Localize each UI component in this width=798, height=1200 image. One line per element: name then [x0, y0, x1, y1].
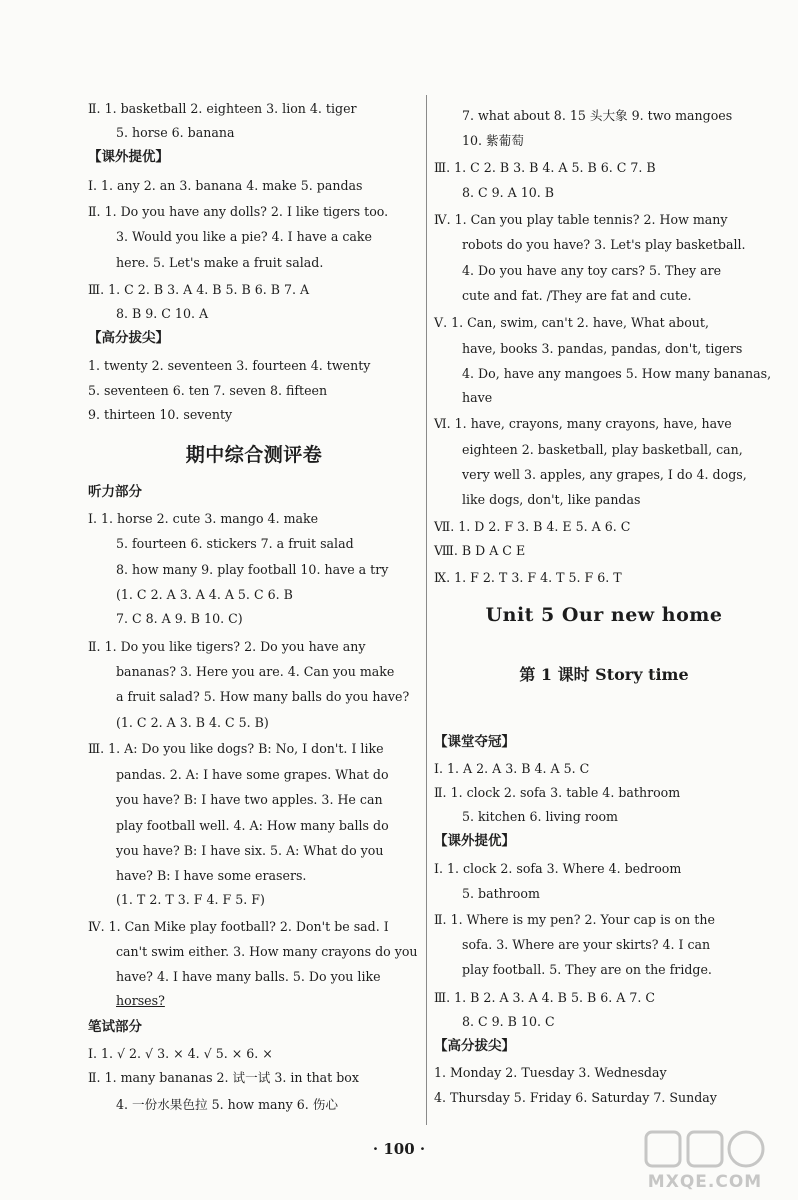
- answer-line: can't swim either. 3. How many crayons do you: [116, 944, 418, 959]
- answer-line: (1. C 2. A 3. A 4. A 5. C 6. B: [116, 587, 293, 602]
- answer-line: Ⅱ. 1. Where is my pen? 2. Your cap is on the: [434, 912, 715, 927]
- answer-line: Ⅷ. B D A C E: [434, 543, 526, 558]
- answer-line: (1. C 2. A 3. B 4. C 5. B): [116, 715, 269, 730]
- answer-line: 8. B 9. C 10. A: [116, 306, 209, 321]
- answer-line: 5. seventeen 6. ten 7. seven 8. fifteen: [88, 383, 328, 398]
- answer-line: eighteen 2. basketball, play basketball, can,: [462, 442, 743, 457]
- answer-line: a fruit salad? 5. How many balls do you have?: [116, 689, 410, 704]
- answer-line: here. 5. Let's make a fruit salad.: [116, 255, 324, 270]
- answer-line: 4. Do you have any toy cars? 5. They are: [462, 263, 722, 278]
- answer-line: Ⅱ. 1. clock 2. sofa 3. table 4. bathroom: [434, 785, 681, 800]
- answer-line: 1. twenty 2. seventeen 3. fourteen 4. twenty: [88, 358, 371, 373]
- answer-line: 7. what about 8. 15 头大象 9. two mangoes: [462, 108, 733, 123]
- answer-line: Ⅶ. 1. D 2. F 3. B 4. E 5. A 6. C: [434, 519, 631, 534]
- answer-line: 4. Thursday 5. Friday 6. Saturday 7. Sunday: [434, 1090, 717, 1105]
- answer-line: Ⅲ. 1. C 2. B 3. A 4. B 5. B 6. B 7. A: [88, 282, 310, 297]
- answer-line: 7. C 8. A 9. B 10. C): [116, 611, 243, 626]
- answer-line: Ⅱ. 1. many bananas 2. 试一试 3. in that box: [88, 1070, 359, 1085]
- answer-line: sofa. 3. Where are your skirts? 4. I can: [462, 937, 711, 952]
- answer-line: 10. 紫葡萄: [462, 133, 524, 148]
- section-label: 【课外提优】: [434, 833, 515, 849]
- answer-line: 5. bathroom: [462, 886, 540, 901]
- answer-line: 1. Monday 2. Tuesday 3. Wednesday: [434, 1065, 667, 1080]
- watermark-logo-icon: [640, 1126, 770, 1172]
- answer-line: pandas. 2. A: I have some grapes. What do: [116, 767, 389, 782]
- answer-line: Ⅱ. 1. basketball 2. eighteen 3. lion 4. tiger: [88, 101, 357, 116]
- watermark-text: MXQE.COM: [647, 1172, 763, 1192]
- answer-line: 8. C 9. A 10. B: [462, 185, 555, 200]
- answer-line: have, books 3. pandas, pandas, don't, tigers: [462, 341, 743, 356]
- answer-line: Ⅳ. 1. Can you play table tennis? 2. How many: [434, 212, 728, 227]
- answer-line: 4. Do, have any mangoes 5. How many bananas,: [462, 366, 772, 381]
- answer-line: Ⅱ. 1. Do you like tigers? 2. Do you have any: [88, 639, 366, 654]
- answer-line: have? B: I have some erasers.: [116, 868, 307, 883]
- section-label: 听力部分: [88, 484, 142, 500]
- answer-line: 8. how many 9. play football 10. have a try: [116, 562, 389, 577]
- answer-line: Ⅳ. 1. Can Mike play football? 2. Don't be sad. I: [88, 919, 389, 934]
- answer-line: 4. 一份水果色拉 5. how many 6. 伤心: [116, 1097, 338, 1112]
- answer-line: Ⅵ. 1. have, crayons, many crayons, have, have: [434, 416, 732, 431]
- answer-line: Ⅰ. 1. √ 2. √ 3. × 4. √ 5. × 6. ×: [88, 1046, 273, 1061]
- answer-line: play football well. 4. A: How many balls do: [116, 818, 389, 833]
- answer-line: play football. 5. They are on the fridge.: [462, 962, 712, 977]
- answer-line: Ⅲ. 1. A: Do you like dogs? B: No, I don't. I like: [88, 741, 384, 756]
- answer-line: like dogs, don't, like pandas: [462, 492, 641, 507]
- answer-line: 5. horse 6. banana: [116, 125, 235, 140]
- answer-line: Ⅴ. 1. Can, swim, can't 2. have, What about,: [434, 315, 709, 330]
- unit-heading: Unit 5 Our new home: [485, 604, 723, 626]
- page-number: · 100 ·: [372, 1140, 426, 1158]
- answer-line: 9. thirteen 10. seventy: [88, 407, 233, 422]
- section-label: 【课堂夺冠】: [434, 734, 515, 750]
- answer-line: Ⅰ. 1. any 2. an 3. banana 4. make 5. pandas: [88, 178, 363, 193]
- section-label: 【高分拔尖】: [88, 330, 169, 346]
- answer-line: Ⅰ. 1. A 2. A 3. B 4. A 5. C: [434, 761, 590, 776]
- answer-line: horses?: [116, 993, 165, 1008]
- column-divider: [426, 95, 427, 1125]
- answer-line: have? 4. I have many balls. 5. Do you like: [116, 969, 381, 984]
- answer-line: (1. T 2. T 3. F 4. F 5. F): [116, 892, 265, 907]
- answer-line: Ⅸ. 1. F 2. T 3. F 4. T 5. F 6. T: [434, 570, 622, 585]
- section-label: 【课外提优】: [88, 149, 169, 165]
- watermark: [640, 1126, 770, 1192]
- answer-line: 5. fourteen 6. stickers 7. a fruit salad: [116, 536, 354, 551]
- section-label: 【高分拔尖】: [434, 1038, 515, 1054]
- answer-line: Ⅰ. 1. clock 2. sofa 3. Where 4. bedroom: [434, 861, 682, 876]
- answer-line: Ⅲ. 1. B 2. A 3. A 4. B 5. B 6. A 7. C: [434, 990, 655, 1005]
- answer-line: 3. Would you like a pie? 4. I have a cake: [116, 229, 373, 244]
- answer-line: 8. C 9. B 10. C: [462, 1014, 555, 1029]
- answer-line: cute and fat. /They are fat and cute.: [462, 288, 692, 303]
- lesson-heading: 第 1 课时 Story time: [519, 665, 689, 684]
- answer-line: you have? B: I have two apples. 3. He can: [116, 792, 383, 807]
- answer-line: Ⅰ. 1. horse 2. cute 3. mango 4. make: [88, 511, 319, 526]
- answer-line: robots do you have? 3. Let's play basketball.: [462, 237, 746, 252]
- answer-line: 5. kitchen 6. living room: [462, 809, 618, 824]
- answer-line: very well 3. apples, any grapes, I do 4. dogs,: [462, 467, 747, 482]
- answer-line: you have? B: I have six. 5. A: What do you: [116, 843, 384, 858]
- answer-line: have: [462, 390, 493, 405]
- answer-line: Ⅲ. 1. C 2. B 3. B 4. A 5. B 6. C 7. B: [434, 160, 656, 175]
- answer-line: Ⅱ. 1. Do you have any dolls? 2. I like tigers too.: [88, 204, 389, 219]
- answer-line: bananas? 3. Here you are. 4. Can you make: [116, 664, 395, 679]
- section-heading: 期中综合测评卷: [185, 444, 323, 466]
- section-label: 笔试部分: [88, 1019, 142, 1035]
